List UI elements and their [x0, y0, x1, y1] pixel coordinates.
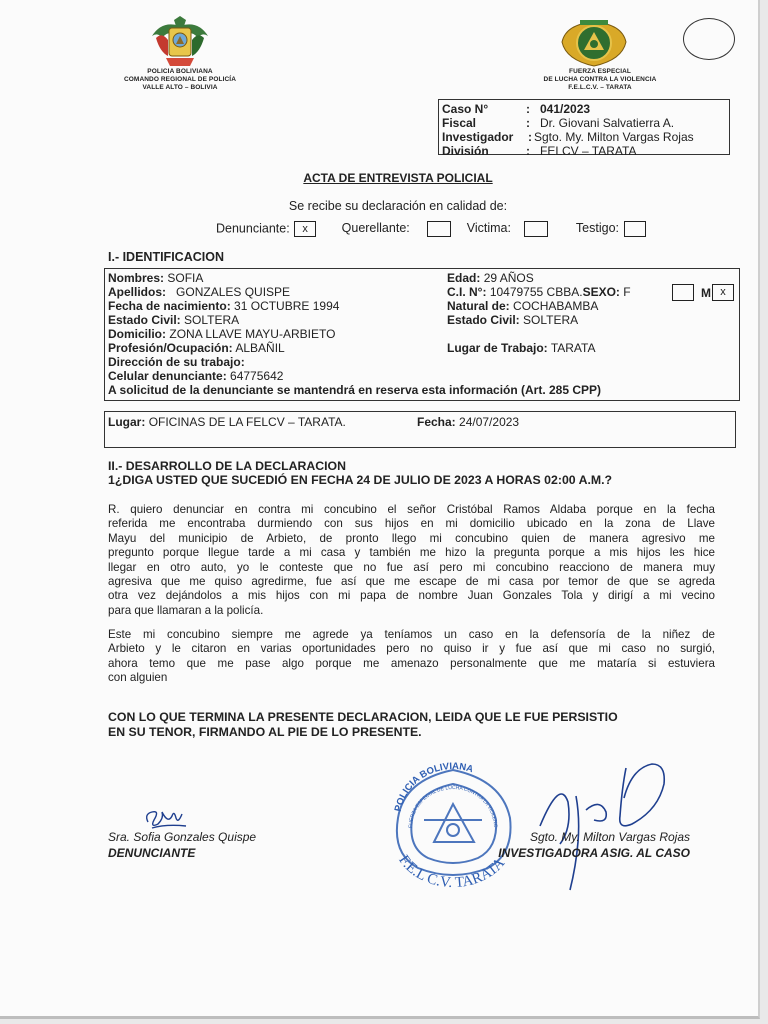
ci-value: 10479755 CBBA.: [489, 285, 583, 299]
division-label: División: [442, 144, 489, 158]
complainant-signature: [142, 804, 190, 832]
complainant-signature-block: [108, 830, 256, 861]
complainant-name: Sra. Sofia Gonzales Quispe: [108, 830, 257, 844]
question-1: 1¿DIGA USTED QUE SUCEDIÓ EN FECHA 24 DE JULIO DE 2023 A HORAS 02:00 A.M.?: [108, 472, 613, 487]
answer-line: otra vez dejándolos a mis hijos con mi papa de nombre Juan Gonzales Tola y dirigí a mi vecino: [108, 589, 715, 603]
right-header-text: [500, 68, 700, 92]
closing-line: EN SU TENOR, FIRMANDO AL PIE DE LO PRESENTE.: [108, 725, 422, 739]
answer-line: con alguien: [108, 671, 168, 685]
case-number-label: Caso N°: [442, 102, 489, 116]
answer-line: referida me encontraba durmiendo con sus hijos en mi domicilio ubicado en la zona de Llave: [108, 517, 715, 531]
role-selector: [216, 221, 646, 237]
section-declaration-title: II.- DESARROLLO DE LA DECLARACION: [108, 459, 346, 473]
sexo-m-checkbox[interactable]: x: [712, 284, 734, 301]
case-info-box: [438, 99, 730, 158]
profesion-label: Profesión/Ocupación:: [108, 341, 233, 355]
estado-civil-2-value: SOLTERA: [523, 313, 579, 327]
role-victima-checkbox[interactable]: [524, 221, 548, 237]
fecha-label: Fecha:: [417, 415, 456, 429]
empty-oval-mark: [683, 18, 735, 60]
role-denunciante-checkbox[interactable]: x: [294, 221, 316, 237]
answer-line: Mayu del municipio de Arbieto, de pronto llego mi concubino quien de manera agresivo me: [108, 531, 715, 545]
fiscal-row: Fiscal : Dr. Giovani Salvatierra A.: [442, 116, 675, 130]
investigator-label: Investigador: [442, 130, 514, 144]
closing-statement: [108, 710, 618, 740]
investigator-role: INVESTIGADORA ASIG. AL CASO: [498, 845, 690, 860]
natural-label: Natural de:: [447, 299, 510, 313]
lugar-trabajo-value: TARATA: [550, 341, 596, 355]
bolivia-police-emblem: [148, 16, 212, 70]
nacimiento-label: Fecha de nacimiento:: [108, 299, 231, 313]
role-querellante-label: Querellante:: [341, 221, 410, 236]
sexo-f-label: F: [623, 285, 631, 299]
investigator-signature: [520, 758, 680, 898]
answer-paragraph-2: [108, 628, 715, 686]
answer-line: pregunto porque llegue tarde a mi casa y también me hizo la pregunta porque a mis hijos les hice: [108, 546, 715, 560]
section-declaration: [108, 460, 612, 487]
nombres-value: SOFIA: [167, 271, 204, 285]
stamp-top-text: POLICIA BOLIVIANA: [392, 760, 475, 813]
edad-label: Edad:: [447, 271, 481, 285]
division-row: División : FELCV – TARATA: [442, 144, 637, 158]
complainant-role: DENUNCIANTE: [108, 845, 196, 860]
case-number-row: Caso N° : 041/2023: [442, 102, 591, 116]
investigator-signature-block: [466, 830, 690, 861]
sexo-f-checkbox[interactable]: [672, 284, 694, 301]
right-header-line: DE LUCHA CONTRA LA VIOLENCIA: [543, 76, 657, 83]
apellidos-value: GONZALES QUISPE: [176, 285, 291, 299]
right-header-line: F.E.L.C.V. – TARATA: [568, 84, 632, 91]
fiscal-label: Fiscal: [442, 116, 477, 130]
page-subtitle: Se recibe su declaración en calidad de:: [288, 199, 508, 213]
ci-label: C.I. N°:: [447, 285, 487, 299]
nombres-label: Nombres:: [108, 271, 165, 285]
answer-paragraph-1: [108, 503, 715, 618]
reserva-notice: A solicitud de la denunciante se mantendrá en reserva esta información (Art. 285 CPP): [108, 383, 602, 397]
celular-value: 64775642: [230, 369, 284, 383]
sexo-m-label: M: [701, 286, 711, 300]
investigator-name: Sgto. My. Milton Vargas Rojas: [529, 830, 690, 844]
lugar-value: OFICINAS DE LA FELCV – TARATA.: [148, 415, 346, 429]
celular-label: Celular denunciante:: [108, 369, 227, 383]
estado-civil-label: Estado Civil:: [108, 313, 181, 327]
lugar-trabajo-label: Lugar de Trabajo:: [447, 341, 548, 355]
division-value: FELCV – TARATA: [540, 144, 637, 158]
apellidos-label: Apellidos:: [108, 285, 167, 299]
role-querellante-checkbox[interactable]: [427, 221, 451, 237]
answer-line: ahora temo que me pase algo porque me amenazo personalmente que me mataría si estuviera: [108, 656, 715, 670]
fecha-value: 24/07/2023: [459, 415, 520, 429]
stamp-bottom-text: F.E.L C.V. TARATA: [395, 852, 509, 892]
role-denunciante-label: Denunciante:: [216, 221, 290, 236]
left-header-line: POLICIA BOLIVIANA: [147, 68, 213, 75]
closing-line: CON LO QUE TERMINA LA PRESENTE DECLARACION, LEIDA QUE LE FUE PERSISTIO: [108, 710, 618, 724]
sexo-label: SEXO:: [582, 285, 620, 299]
role-testigo-label: Testigo:: [575, 221, 620, 236]
felcv-emblem: [556, 16, 632, 70]
domicilio-label: Domicilio:: [108, 327, 167, 341]
domicilio-value: ZONA LLAVE MAYU-ARBIETO: [169, 327, 336, 341]
answer-line: para que llamaran a la policía.: [108, 603, 264, 617]
fiscal-value: Dr. Giovani Salvatierra A.: [540, 116, 675, 130]
police-stamp: [378, 758, 528, 898]
case-number-value: 041/2023: [540, 102, 591, 116]
investigator-row: Investigador : Sgto. My. Milton Vargas Rojas: [442, 130, 694, 144]
answer-line: Este mi concubino siempre me agrede ya teníamos un caso en la defensoría de la niñez de: [108, 628, 715, 641]
natural-value: COCHABAMBA: [513, 299, 599, 313]
edad-value: 29 AÑOS: [483, 271, 534, 285]
estado-civil-value: SOLTERA: [184, 313, 240, 327]
answer-line: R. quiero denunciar en contra mi concubino el señor Cristóbal Ramos Aldaba porque en la fecha: [108, 503, 715, 516]
answer-line: llegar en otro auto, yo le conteste que no fue así pero mi concubino reacciono de manera muy: [108, 560, 715, 574]
investigator-value: Sgto. My. Milton Vargas Rojas: [534, 130, 694, 144]
profesion-value: ALBAÑIL: [235, 341, 285, 355]
section-identification-title: I.- IDENTIFICACION: [108, 250, 224, 264]
estado-civil-2-label: Estado Civil:: [447, 313, 520, 327]
left-header-line: VALLE ALTO – BOLIVIA: [142, 84, 218, 91]
answer-line: Arbieto y le citaron en varias oportunidades pero no quiso ir y fue así que mi caso no surgió,: [108, 642, 715, 656]
right-header-line: FUERZA ESPECIAL: [569, 68, 631, 75]
stamp-ring-text: FUERZA ESPECIAL DE LUCHA CONTRA LA VIOLENC: [407, 785, 499, 829]
role-victima-label: Victima:: [466, 221, 511, 236]
left-header-text: [98, 68, 262, 92]
page-title: ACTA DE ENTREVISTA POLICIAL: [303, 171, 493, 185]
direccion-trabajo-label: Dirección de su trabajo:: [108, 355, 245, 369]
lugar-label: Lugar:: [108, 415, 146, 429]
role-testigo-checkbox[interactable]: [624, 221, 646, 237]
nacimiento-value: 31 OCTUBRE 1994: [234, 299, 340, 313]
answer-line: agresiva que me quiso agredirme, fue así que me escape de mi casa por temor de que se agreda: [108, 575, 715, 589]
left-header-line: COMANDO REGIONAL DE POLICÍA: [123, 76, 236, 83]
